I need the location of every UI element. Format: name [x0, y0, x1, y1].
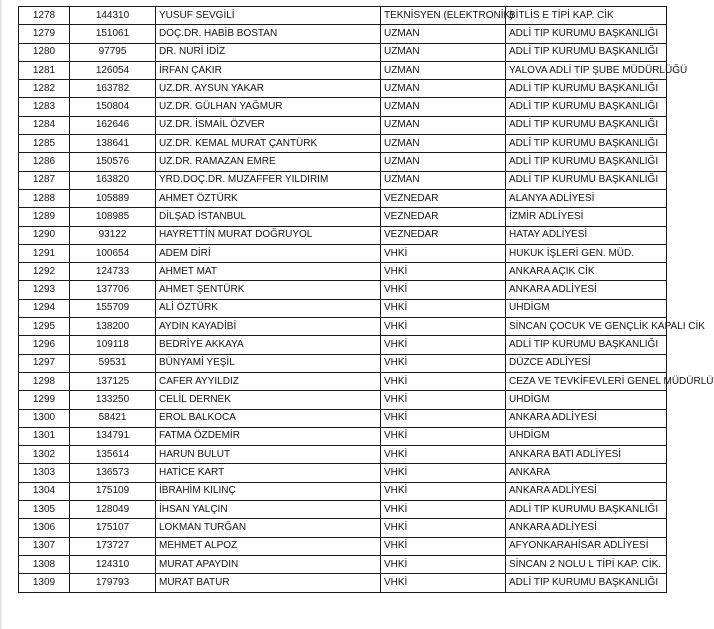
registry-number-cell: 124310 [70, 555, 156, 573]
name-cell: ADEM DİRİ [156, 244, 381, 262]
registry-number-cell: 136573 [70, 464, 156, 482]
unit-cell: CEZA VE TEVKİFEVLERİ GENEL MÜDÜRLÜ [506, 372, 667, 390]
table-row [19, 189, 667, 207]
name-cell: İHSAN YALÇIN [156, 501, 381, 519]
unit-cell: ADLİ TIP KURUMU BAŞKANLIĞI [506, 501, 667, 519]
row-number-cell: 1305 [19, 501, 70, 519]
table-row [19, 299, 667, 317]
row-number-cell: 1306 [19, 519, 70, 537]
unit-cell: ADLİ TIP KURUMU BAŞKANLIĞI [506, 336, 667, 354]
name-cell: MURAT BATUR [156, 574, 381, 592]
row-number-cell: 1309 [19, 574, 70, 592]
title-cell: VHKİ [381, 391, 506, 409]
row-number-cell: 1279 [19, 25, 70, 43]
title-cell: VHKİ [381, 574, 506, 592]
registry-number-cell: 59531 [70, 354, 156, 372]
document-page [18, 6, 714, 627]
title-cell: VHKİ [381, 299, 506, 317]
name-cell: DOÇ.DR. HABİB BOSTAN [156, 25, 381, 43]
row-number-cell: 1300 [19, 409, 70, 427]
table-row [19, 171, 667, 189]
registry-number-cell: 137125 [70, 372, 156, 390]
registry-number-cell: 93122 [70, 226, 156, 244]
row-number-cell: 1307 [19, 537, 70, 555]
name-cell: BEDRİYE AKKAYA [156, 336, 381, 354]
registry-number-cell: 133250 [70, 391, 156, 409]
unit-cell: ADLİ TIP KURUMU BAŞKANLIĞI [506, 116, 667, 134]
row-number-cell: 1297 [19, 354, 70, 372]
title-cell: VHKİ [381, 244, 506, 262]
registry-number-cell: 134791 [70, 427, 156, 445]
unit-cell: ADLİ TIP KURUMU BAŞKANLIĞI [506, 153, 667, 171]
table-row [19, 43, 667, 61]
unit-cell: AFYONKARAHİSAR ADLİYESİ [506, 537, 667, 555]
table-row [19, 7, 667, 25]
row-number-cell: 1283 [19, 98, 70, 116]
unit-cell: ALANYA ADLİYESİ [506, 189, 667, 207]
row-number-cell: 1286 [19, 153, 70, 171]
registry-number-cell: 175107 [70, 519, 156, 537]
name-cell: UZ.DR. İSMAİL ÖZVER [156, 116, 381, 134]
registry-number-cell: 163782 [70, 80, 156, 98]
row-number-cell: 1284 [19, 116, 70, 134]
name-cell: DİLŞAD İSTANBUL [156, 208, 381, 226]
row-number-cell: 1295 [19, 318, 70, 336]
unit-cell: UHDİGM [506, 391, 667, 409]
name-cell: BÜNYAMİ YEŞİL [156, 354, 381, 372]
registry-number-cell: 150804 [70, 98, 156, 116]
title-cell: UZMAN [381, 98, 506, 116]
title-cell: VEZNEDAR [381, 189, 506, 207]
row-number-cell: 1282 [19, 80, 70, 98]
unit-cell: SİNCAN ÇOCUK VE GENÇLİK KAPALI CİK [506, 318, 667, 336]
registry-number-cell: 151061 [70, 25, 156, 43]
name-cell: EROL BALKOCA [156, 409, 381, 427]
name-cell: ALİ ÖZTÜRK [156, 299, 381, 317]
unit-cell: ANKARA [506, 464, 667, 482]
table-row [19, 25, 667, 43]
registry-number-cell: 138641 [70, 135, 156, 153]
table-row [19, 464, 667, 482]
row-number-cell: 1299 [19, 391, 70, 409]
unit-cell: ANKARA ADLİYESİ [506, 519, 667, 537]
name-cell: FATMA ÖZDEMİR [156, 427, 381, 445]
row-number-cell: 1281 [19, 61, 70, 79]
table-row [19, 372, 667, 390]
name-cell: HAYRETTİN MURAT DOĞRUYOL [156, 226, 381, 244]
table-row [19, 501, 667, 519]
registry-number-cell: 100654 [70, 244, 156, 262]
name-cell: YRD.DOÇ.DR. MUZAFFER YILDIRIM [156, 171, 381, 189]
registry-number-cell: 163820 [70, 171, 156, 189]
table-row [19, 336, 667, 354]
unit-cell: ADLİ TIP KURUMU BAŞKANLIĞI [506, 43, 667, 61]
row-number-cell: 1290 [19, 226, 70, 244]
scan-edge-shadow [0, 0, 3, 629]
title-cell: VHKİ [381, 336, 506, 354]
title-cell: UZMAN [381, 116, 506, 134]
row-number-cell: 1308 [19, 555, 70, 573]
name-cell: UZ.DR. RAMAZAN EMRE [156, 153, 381, 171]
table-row [19, 446, 667, 464]
unit-cell: ADLİ TIP KURUMU BAŞKANLIĞI [506, 98, 667, 116]
title-cell: VHKİ [381, 372, 506, 390]
title-cell: VHKİ [381, 555, 506, 573]
table-row [19, 537, 667, 555]
title-cell: VHKİ [381, 482, 506, 500]
table-row [19, 98, 667, 116]
name-cell: YUSUF SEVGİLİ [156, 7, 381, 25]
row-number-cell: 1292 [19, 263, 70, 281]
row-number-cell: 1289 [19, 208, 70, 226]
unit-cell: DÜZCE ADLİYESİ [506, 354, 667, 372]
registry-number-cell: 135614 [70, 446, 156, 464]
registry-number-cell: 97795 [70, 43, 156, 61]
registry-number-cell: 105889 [70, 189, 156, 207]
table-row [19, 318, 667, 336]
registry-number-cell: 128049 [70, 501, 156, 519]
registry-number-cell: 124733 [70, 263, 156, 281]
title-cell: VHKİ [381, 263, 506, 281]
row-number-cell: 1288 [19, 189, 70, 207]
name-cell: CELİL DERNEK [156, 391, 381, 409]
row-number-cell: 1303 [19, 464, 70, 482]
unit-cell: SİNCAN 2 NOLU L TİPİ KAP. CİK. [506, 555, 667, 573]
registry-number-cell: 162646 [70, 116, 156, 134]
table-row [19, 427, 667, 445]
unit-cell: ANKARA ADLİYESİ [506, 482, 667, 500]
unit-cell: ADLİ TIP KURUMU BAŞKANLIĞI [506, 135, 667, 153]
table-row [19, 281, 667, 299]
row-number-cell: 1278 [19, 7, 70, 25]
name-cell: AHMET MAT [156, 263, 381, 281]
unit-cell: BİTLİS E TİPİ KAP. CİK [506, 7, 667, 25]
table-row [19, 135, 667, 153]
unit-cell: YALOVA ADLİ TIP ŞUBE MÜDÜRLÜĞÜ [506, 61, 667, 79]
unit-cell: ANKARA ADLİYESİ [506, 409, 667, 427]
name-cell: UZ.DR. KEMAL MURAT ÇANTÜRK [156, 135, 381, 153]
title-cell: UZMAN [381, 80, 506, 98]
title-cell: UZMAN [381, 153, 506, 171]
registry-number-cell: 150576 [70, 153, 156, 171]
unit-cell: ADLİ TIP KURUMU BAŞKANLIĞI [506, 574, 667, 592]
table-row [19, 116, 667, 134]
name-cell: HATİCE KART [156, 464, 381, 482]
title-cell: VHKİ [381, 446, 506, 464]
title-cell: TEKNİSYEN (ELEKTRONİK) [381, 7, 506, 25]
registry-number-cell: 138200 [70, 318, 156, 336]
name-cell: UZ.DR. GÜLHAN YAĞMUR [156, 98, 381, 116]
title-cell: VHKİ [381, 409, 506, 427]
title-cell: VHKİ [381, 519, 506, 537]
name-cell: AYDIN KAYADİBİ [156, 318, 381, 336]
table-row [19, 80, 667, 98]
table-row [19, 409, 667, 427]
title-cell: VHKİ [381, 354, 506, 372]
title-cell: VHKİ [381, 281, 506, 299]
name-cell: İBRAHİM KILINÇ [156, 482, 381, 500]
name-cell: İRFAN ÇAKIR [156, 61, 381, 79]
registry-number-cell: 58421 [70, 409, 156, 427]
registry-number-cell: 109118 [70, 336, 156, 354]
row-number-cell: 1287 [19, 171, 70, 189]
name-cell: DR. NURİ İDİZ [156, 43, 381, 61]
row-number-cell: 1294 [19, 299, 70, 317]
title-cell: UZMAN [381, 25, 506, 43]
registry-number-cell: 108985 [70, 208, 156, 226]
title-cell: VHKİ [381, 537, 506, 555]
name-cell: CAFER AYYILDIZ [156, 372, 381, 390]
table-row [19, 574, 667, 592]
name-cell: MEHMET ALPOZ [156, 537, 381, 555]
row-number-cell: 1304 [19, 482, 70, 500]
unit-cell: ANKARA ADLİYESİ [506, 281, 667, 299]
title-cell: VHKİ [381, 427, 506, 445]
title-cell: UZMAN [381, 43, 506, 61]
row-number-cell: 1285 [19, 135, 70, 153]
registry-number-cell: 144310 [70, 7, 156, 25]
unit-cell: HUKUK İŞLERİ GEN. MÜD. [506, 244, 667, 262]
title-cell: VHKİ [381, 318, 506, 336]
personnel-table-body [19, 7, 714, 593]
row-number-cell: 1293 [19, 281, 70, 299]
row-number-cell: 1298 [19, 372, 70, 390]
name-cell: AHMET ŞENTÜRK [156, 281, 381, 299]
name-cell: AHMET ÖZTÜRK [156, 189, 381, 207]
unit-cell: ANKARA AÇIK CİK [506, 263, 667, 281]
table-row [19, 555, 667, 573]
table-row [19, 391, 667, 409]
unit-cell: ANKARA BATI ADLİYESİ [506, 446, 667, 464]
title-cell: UZMAN [381, 171, 506, 189]
row-number-cell: 1291 [19, 244, 70, 262]
name-cell: UZ.DR. AYSUN YAKAR [156, 80, 381, 98]
row-number-cell: 1302 [19, 446, 70, 464]
personnel-table [18, 6, 714, 593]
title-cell: UZMAN [381, 135, 506, 153]
name-cell: LOKMAN TURĞAN [156, 519, 381, 537]
registry-number-cell: 155709 [70, 299, 156, 317]
table-row [19, 226, 667, 244]
table-row [19, 354, 667, 372]
table-row [19, 61, 667, 79]
unit-cell: ADLİ TIP KURUMU BAŞKANLIĞI [506, 80, 667, 98]
table-row [19, 153, 667, 171]
registry-number-cell: 175109 [70, 482, 156, 500]
row-number-cell: 1280 [19, 43, 70, 61]
table-row [19, 244, 667, 262]
unit-cell: UHDİGM [506, 299, 667, 317]
registry-number-cell: 126054 [70, 61, 156, 79]
unit-cell: HATAY ADLİYESİ [506, 226, 667, 244]
table-row [19, 482, 667, 500]
table-row [19, 208, 667, 226]
table-row [19, 263, 667, 281]
title-cell: VEZNEDAR [381, 208, 506, 226]
unit-cell: İZMİR ADLİYESİ [506, 208, 667, 226]
row-number-cell: 1296 [19, 336, 70, 354]
row-number-cell: 1301 [19, 427, 70, 445]
title-cell: UZMAN [381, 61, 506, 79]
table-row [19, 519, 667, 537]
name-cell: HARUN BULUT [156, 446, 381, 464]
registry-number-cell: 173727 [70, 537, 156, 555]
title-cell: VEZNEDAR [381, 226, 506, 244]
title-cell: VHKİ [381, 501, 506, 519]
title-cell: VHKİ [381, 464, 506, 482]
name-cell: MURAT APAYDIN [156, 555, 381, 573]
unit-cell: ADLİ TIP KURUMU BAŞKANLIĞI [506, 25, 667, 43]
registry-number-cell: 137706 [70, 281, 156, 299]
unit-cell: UHDİGM [506, 427, 667, 445]
unit-cell: ADLİ TIP KURUMU BAŞKANLIĞI [506, 171, 667, 189]
registry-number-cell: 179793 [70, 574, 156, 592]
